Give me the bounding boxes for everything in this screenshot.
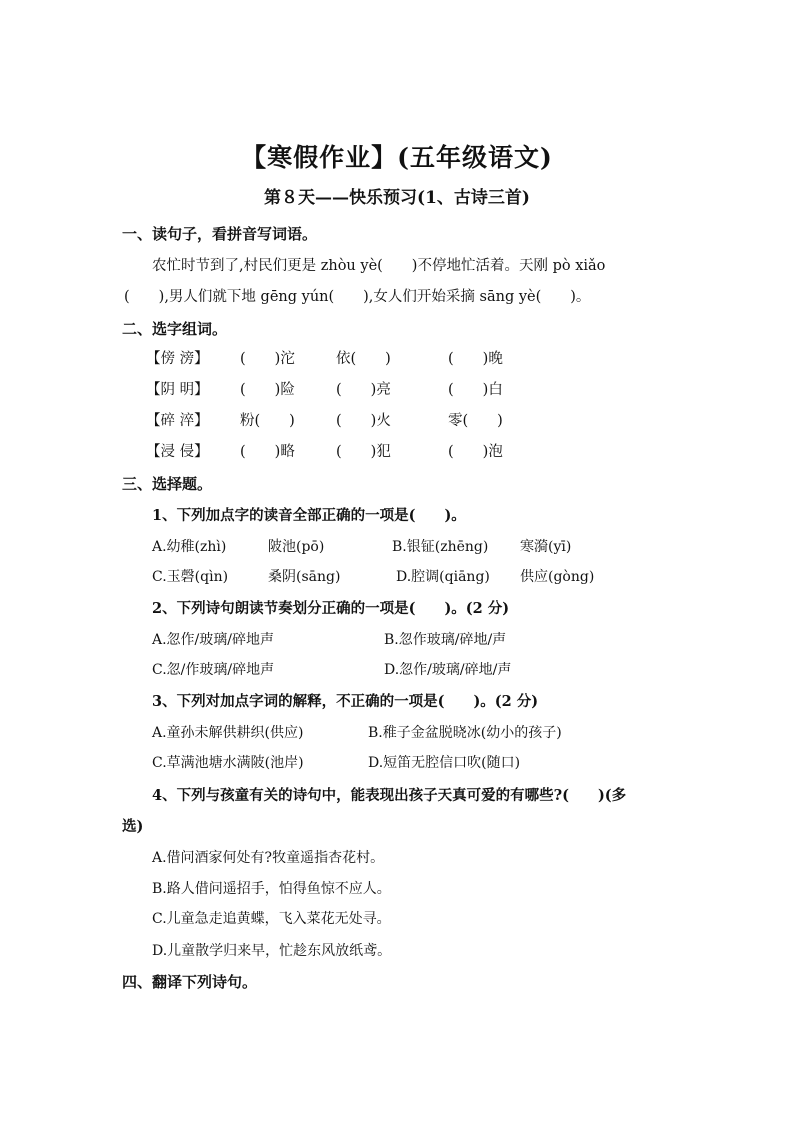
word-blank: ( )略 (240, 444, 295, 460)
word-group-label: 【阴 明】 (146, 382, 209, 398)
word-blank: ( )沱 (240, 351, 295, 367)
q1-option-b-2: 寒漪(yī) (520, 539, 572, 555)
word-blank: ( )晚 (448, 351, 503, 367)
page-title: 【寒假作业】(五年级语文) (241, 143, 553, 172)
word-blank: ( )火 (336, 413, 391, 429)
q3-option-c: C.草满池塘水满陂(池岸) (152, 755, 304, 771)
question-1: 1、下列加点字的读音全部正确的一项是( )。 (152, 507, 466, 524)
word-blank: 依( ) (336, 351, 391, 367)
word-blank: ( )犯 (336, 444, 391, 460)
page-subtitle: 第８天——快乐预习(1、古诗三首) (264, 188, 530, 208)
q3-option-a: A.童孙未解供耕织(供应) (152, 725, 304, 741)
q1-option-a: A.幼稚(zhì) (152, 539, 227, 555)
word-group-label: 【碎 淬】 (146, 413, 209, 429)
q2-option-a: A.忽作/玻璃/碎地声 (152, 632, 274, 648)
section1-heading: 一、读句子，看拼音写词语。 (122, 225, 318, 243)
word-blank: 粉( ) (240, 413, 295, 429)
q4-option-b: B.路人借问遥招手，怕得鱼惊不应人。 (152, 881, 391, 897)
q1-option-b: B.银钲(zhēng) (392, 539, 489, 555)
word-group-label: 【浸 侵】 (146, 444, 209, 460)
word-group-label: 【傍 滂】 (146, 351, 209, 367)
q4-option-d: D.儿童散学归来早，忙趁东风放纸鸢。 (152, 943, 392, 959)
section1-line-2: ( ),男人们就下地 gēng yún( ),女人们开始采摘 sāng yè( )。 (124, 289, 591, 305)
section3-heading: 三、选择题。 (122, 475, 213, 493)
section1-line-1: 农忙时节到了,村民们更是 zhòu yè( )不停地忙活着。天刚 pò xiǎo (152, 258, 606, 274)
q1-option-c-2: 桑阴(sāng) (268, 569, 341, 585)
question-4: 4、下列与孩童有关的诗句中，能表现出孩子天真可爱的有哪些?( )(多 (152, 787, 627, 804)
section4-heading: 四、翻译下列诗句。 (122, 973, 258, 991)
word-blank: ( )亮 (336, 382, 391, 398)
word-blank: 零( ) (448, 413, 503, 429)
q4-option-a: A.借问酒家何处有?牧童遥指杏花村。 (152, 850, 385, 866)
word-blank: ( )泡 (448, 444, 503, 460)
q2-option-b: B.忽作玻璃/碎地/声 (384, 632, 507, 648)
section2-heading: 二、选字组词。 (122, 320, 228, 338)
q4-option-c: C.儿童急走追黄蝶，飞入菜花无处寻。 (152, 911, 391, 927)
q3-option-b: B.稚子金盆脱晓冰(幼小的孩子) (368, 725, 562, 741)
question-4-continuation: 选) (122, 818, 144, 835)
q1-option-d: D.腔调(qiāng) (396, 569, 490, 585)
q2-option-c: C.忽/作玻璃/碎地声 (152, 662, 275, 678)
word-blank: ( )险 (240, 382, 295, 398)
question-2: 2、下列诗句朗读节奏划分正确的一项是( )。(2 分) (152, 600, 510, 617)
q1-option-c: C.玉磬(qìn) (152, 569, 229, 585)
q1-option-a-2: 陂池(pō) (268, 539, 325, 555)
q1-option-d-2: 供应(gòng) (520, 569, 595, 585)
q3-option-d: D.短笛无腔信口吹(随口) (368, 755, 521, 771)
word-blank: ( )白 (448, 382, 503, 398)
question-3: 3、下列对加点字词的解释，不正确的一项是( )。(2 分) (152, 693, 539, 710)
q2-option-d: D.忽作/玻璃/碎地/声 (384, 662, 512, 678)
